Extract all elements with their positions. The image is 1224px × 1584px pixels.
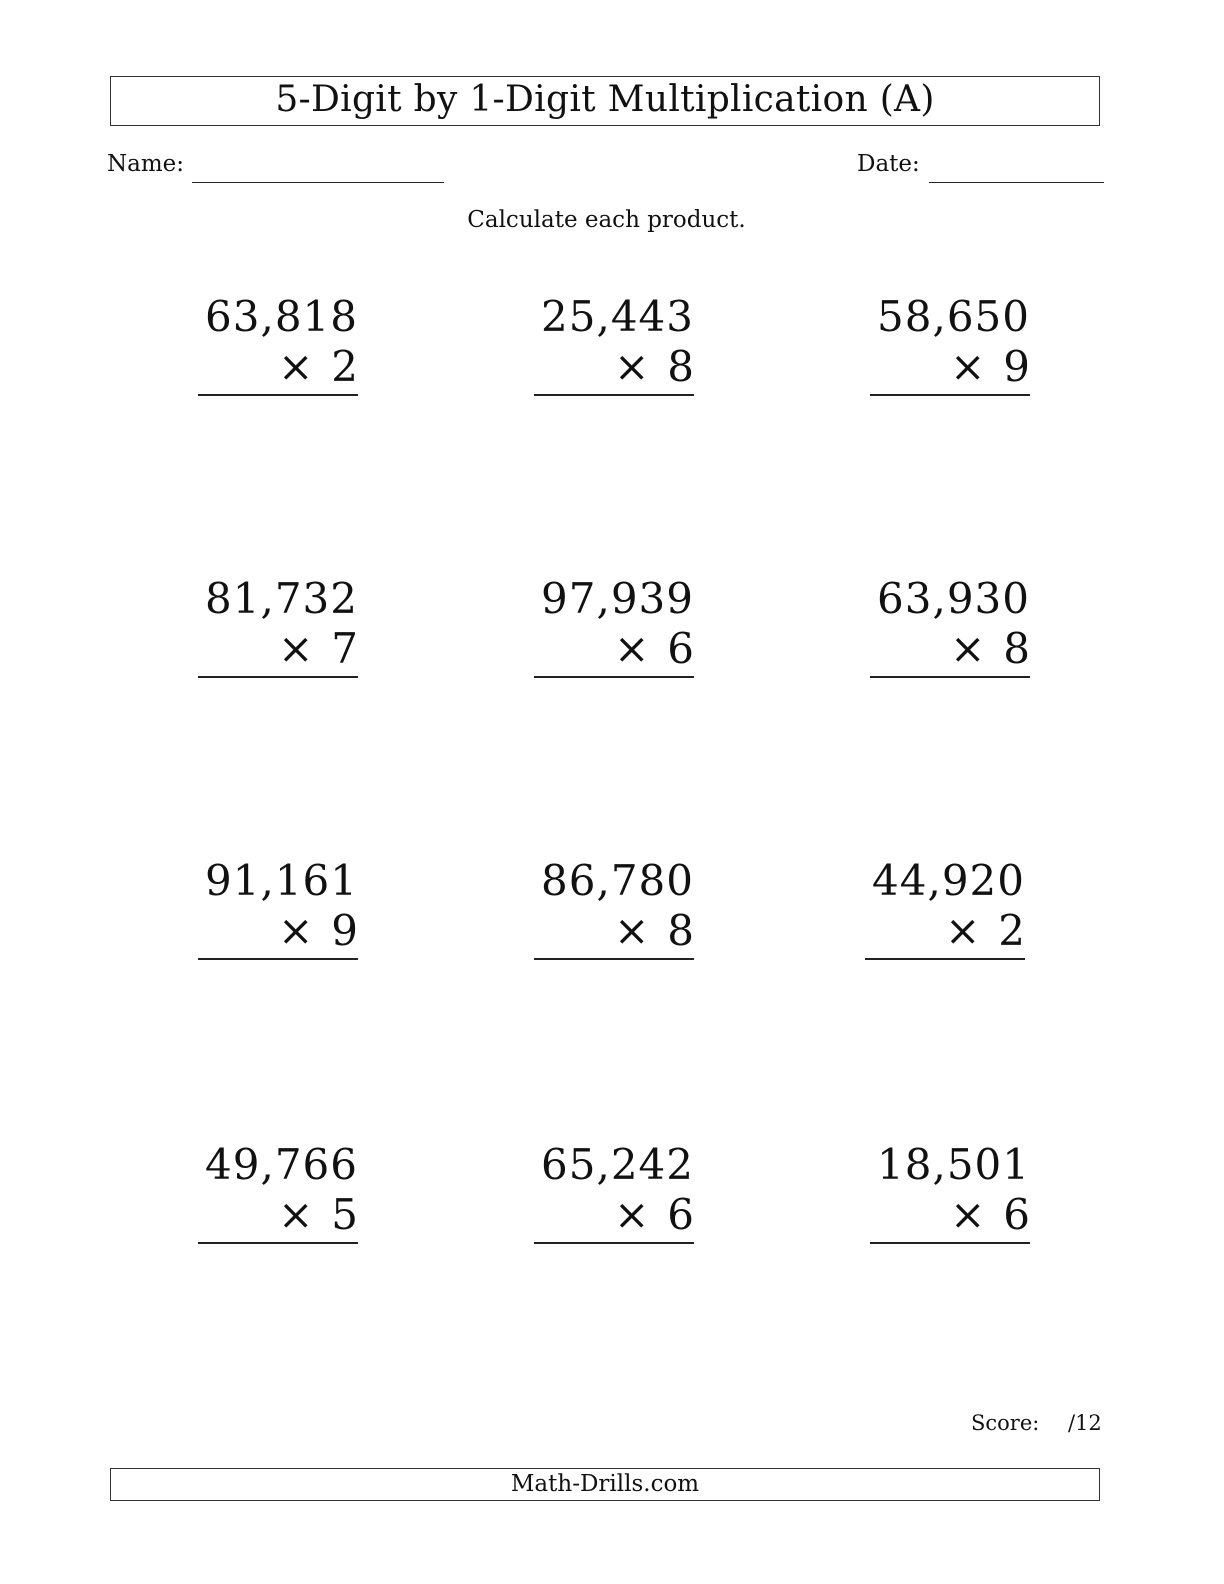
multiplier-row [198,342,358,392]
multiplier: 7 [331,624,358,673]
multiplier: 6 [1003,1190,1030,1239]
problem-8 [534,856,694,960]
times-icon: × [278,624,314,673]
multiplier-row [865,906,1025,956]
multiplier: 9 [1003,342,1030,391]
date-input-line[interactable] [929,182,1104,183]
answer-line[interactable] [870,1242,1030,1244]
times-icon: × [950,1190,986,1239]
multiplicand: 49,766 [205,1140,358,1189]
problem-1 [198,292,358,396]
times-icon: × [950,624,986,673]
multiplicand: 63,818 [205,292,358,341]
answer-line[interactable] [870,676,1030,678]
multiplier-row [198,1190,358,1240]
answer-line[interactable] [534,394,694,396]
multiplier: 2 [998,906,1025,955]
answer-line[interactable] [198,676,358,678]
multiplicand: 63,930 [877,574,1030,623]
problem-4 [198,574,358,678]
score-label: Score: [971,1411,1040,1435]
times-icon: × [614,906,650,955]
times-icon: × [614,1190,650,1239]
multiplicand: 86,780 [541,856,694,905]
date-label: Date: [857,151,920,177]
problem-10 [198,1140,358,1244]
problem-9 [865,856,1025,960]
problem-3 [870,292,1030,396]
multiplier-row [534,342,694,392]
multiplier: 6 [667,624,694,673]
multiplier: 5 [331,1190,358,1239]
times-icon: × [278,1190,314,1239]
answer-line[interactable] [534,676,694,678]
footer-site-name: Math-Drills.com [510,1471,700,1497]
multiplier: 9 [331,906,358,955]
problem-7 [198,856,358,960]
multiplicand: 91,161 [205,856,358,905]
answer-line[interactable] [198,1242,358,1244]
times-icon: × [278,906,314,955]
problem-11 [534,1140,694,1244]
answer-line[interactable] [534,958,694,960]
name-input-line[interactable] [192,182,444,183]
worksheet-title: 5-Digit by 1-Digit Multiplication (A) [275,79,935,120]
multiplier-row [870,342,1030,392]
name-label: Name: [107,151,185,177]
answer-line[interactable] [198,394,358,396]
multiplicand: 97,939 [541,574,694,623]
problem-6 [870,574,1030,678]
multiplier: 8 [667,906,694,955]
multiplier: 8 [1003,624,1030,673]
answer-line[interactable] [865,958,1025,960]
multiplicand: 65,242 [541,1140,694,1189]
footer-box [110,1468,1100,1501]
times-icon: × [614,624,650,673]
multiplicand: 44,920 [872,856,1025,905]
multiplicand: 81,732 [205,574,358,623]
times-icon: × [945,906,981,955]
multiplier: 2 [331,342,358,391]
multiplier-row [198,906,358,956]
multiplier-row [534,624,694,674]
times-icon: × [614,342,650,391]
multiplier: 6 [667,1190,694,1239]
answer-line[interactable] [870,394,1030,396]
multiplier-row [534,906,694,956]
problem-12 [870,1140,1030,1244]
multiplier-row [870,624,1030,674]
multiplicand: 18,501 [877,1140,1030,1189]
worksheet-title-box [110,76,1100,126]
multiplier-row [534,1190,694,1240]
score-total: /12 [1068,1411,1102,1435]
instructions: Calculate each product. [467,207,746,233]
multiplicand: 58,650 [877,292,1030,341]
problem-2 [534,292,694,396]
answer-line[interactable] [198,958,358,960]
times-icon: × [278,342,314,391]
times-icon: × [950,342,986,391]
multiplier-row [198,624,358,674]
multiplier-row [870,1190,1030,1240]
multiplier: 8 [667,342,694,391]
problem-5 [534,574,694,678]
multiplicand: 25,443 [541,292,694,341]
answer-line[interactable] [534,1242,694,1244]
